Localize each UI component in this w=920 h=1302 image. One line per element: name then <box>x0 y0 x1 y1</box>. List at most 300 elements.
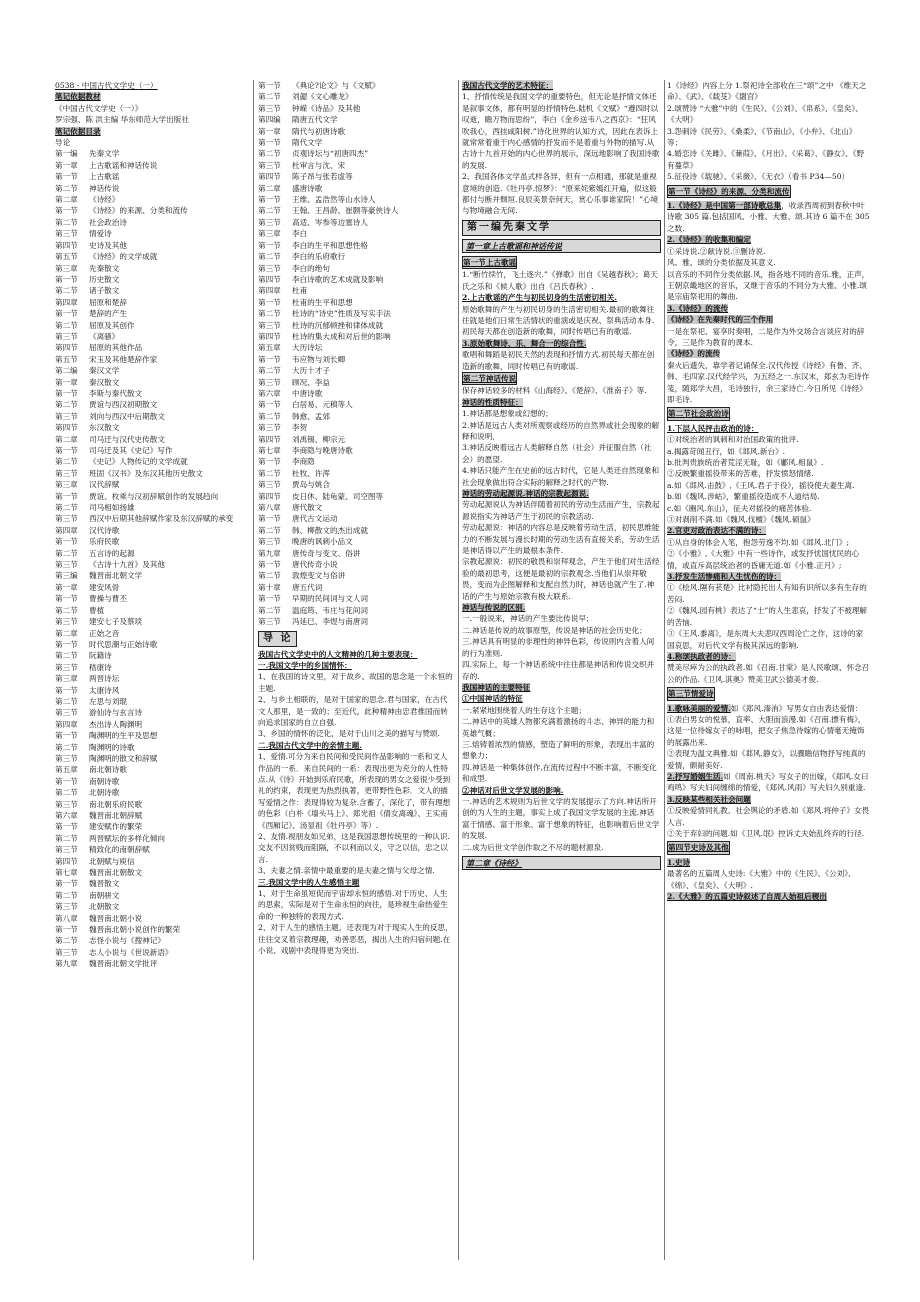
toc-entry-title: 魏晋南北朝文学批评 <box>89 959 158 969</box>
toc-entry-number: 第六章 <box>55 811 78 820</box>
paragraph-heading: 2.《大雅》的五篇史诗叙述了自周人始祖后稷出 <box>667 892 827 902</box>
toc-entry <box>258 148 455 159</box>
toc-entry-title: 乐府民歌 <box>89 537 120 547</box>
paragraph-group <box>667 537 870 571</box>
toc-entry <box>258 160 455 171</box>
toc-entry-number: 第一章 <box>258 126 281 136</box>
toc-entry-title: 魏晋南北朝辞赋 <box>89 811 143 820</box>
toc-entry <box>258 91 455 102</box>
paragraph: ①表白男女的悦慕，直率、大胆而浪漫.如《召南.摽有梅》，这是一位待嫁女子的咏唱，把女子焦急待嫁的心情毫无掩饰的展露出来. <box>667 714 866 747</box>
toc-entry-number: 第二节 <box>55 286 78 296</box>
toc-entry-number: 第二章 <box>55 195 78 205</box>
toc-entry <box>258 525 455 536</box>
toc-entry-title: 大历十才子 <box>292 366 330 376</box>
toc-entry-title: 敦煌变文与俗讲 <box>292 571 346 581</box>
toc-entry-title: 《诗经》的文学成就 <box>89 252 158 262</box>
toc-entry-title: 北朝散文 <box>89 902 120 912</box>
toc-entry-number: 第二节 <box>55 457 78 467</box>
toc-entry-title: 唐代散文 <box>292 503 323 513</box>
paragraph: 四.实际上，每一个神话系统中往往都是神话和传说交织并存的. <box>462 660 655 681</box>
section-title: 第一节《诗经》的来源、分类和流传 <box>667 185 791 198</box>
paragraph: 赞美尽瘁为公的执政者.如《召南.甘棠》是人民歌颂、怀念召公的作品.《卫风.淇奥》赞美卫武公德美才俊. <box>667 663 870 684</box>
paragraph-heading: 1.史诗 <box>667 857 691 867</box>
toc-entry-title: 李白的生平和思想性格 <box>292 240 368 250</box>
toc-entry <box>55 160 247 171</box>
toc-entry-title: 时代思潮与正始诗歌 <box>89 639 158 649</box>
toc-entry <box>258 217 455 228</box>
toc-entry <box>55 821 247 832</box>
toc-entry <box>55 901 247 912</box>
toc-entry <box>55 194 247 205</box>
toc-entry-number: 第七章 <box>258 446 281 455</box>
toc-entry-title: 《古诗十九首》及其他 <box>89 560 165 570</box>
toc-entry-title: 刘向与西汉中后期散文 <box>89 411 165 421</box>
toc-entry-number: 第四章 <box>55 525 78 535</box>
toc-entry <box>258 548 455 559</box>
toc-entry-title: 《离骚》 <box>89 331 120 341</box>
toc-entry-number: 第四节 <box>55 240 78 250</box>
toc-entry-number: 第三节 <box>258 537 281 547</box>
paragraph-heading: 4.称颂执政者的诗： <box>667 651 736 661</box>
toc-entry-title: 上古歌谣和神话传说 <box>89 160 158 170</box>
toc-entry-number: 第一节 <box>258 297 281 307</box>
paragraph: 3、夫妻之情.亲情中最重要的是夫妻之情与父母之情. <box>258 866 435 876</box>
paragraph: 1.“断竹续竹，飞土逐宍.”《弹歌》出自《吴越春秋》；葛天氏之乐和《候人歌》出自《吕氏春秋》. <box>462 270 658 291</box>
toc-entry-title: 建安赋作的繁荣 <box>89 822 143 832</box>
toc-entry-title: 杜甫 <box>292 286 308 296</box>
paragraph: 2.神话是远古人类对所观察或经历的自然界或社会现象的解释和说明． <box>462 420 660 441</box>
toc-entry-title: 贾岛与姚合 <box>292 480 330 490</box>
toc-entry-title: 韦应物与刘长卿 <box>292 354 346 364</box>
toc-entry-number: 第二节 <box>55 605 78 615</box>
toc-entry <box>258 240 455 251</box>
toc-entry <box>258 194 455 205</box>
toc-entry-title: 先秦散文 <box>89 263 120 273</box>
toc-entry-number: 第三节 <box>55 468 78 478</box>
paragraph: 一.一般说来，神话的产生要比传说早； <box>462 614 594 624</box>
toc-entry-title: 太康诗风 <box>89 685 120 695</box>
paragraph-group <box>462 613 661 681</box>
toc-entry-title: 韩愈、孟郊 <box>292 411 330 421</box>
toc-entry-title: 大历诗坛 <box>292 343 323 353</box>
toc-entry-number: 第一节 <box>55 446 78 455</box>
toc-entry-title: 南朝诗歌 <box>89 776 120 786</box>
paragraph: 1、对于生命虽短促而宇宙却永恒的感悟.对于历史、人生的思索，实际是对于生命永恒的向往，是珍视生命热爱生命的一种独特的表现方式. <box>258 889 448 921</box>
toc-entry-number: 第一节 <box>55 594 78 604</box>
toc-entry <box>258 536 455 547</box>
paragraph-heading: 神话的劳动起源说.神话的宗教起源说. <box>462 489 589 498</box>
paragraph-heading: 2.官吏对政治表达不满的诗： <box>667 526 767 536</box>
toc-entry-number: 第三节 <box>55 560 78 570</box>
toc-entry-number: 第二编 <box>55 366 78 376</box>
textbook-line: 《中国古代文学史（一）》 <box>55 103 143 113</box>
toc-entry-number: 第一节 <box>55 639 78 649</box>
toc-entry <box>258 171 455 182</box>
toc-entry-number: 第三节 <box>55 331 78 341</box>
toc-entry <box>55 833 247 844</box>
paragraph-heading: 1.歌咏美丽的爱情. <box>667 703 731 713</box>
toc-entry-title: 高适、岑参等边塞诗人 <box>292 217 368 227</box>
paragraph: 保存神话较多的材料《山海经》、《楚辞》、《淮南子》等. <box>462 386 647 396</box>
toc-entry-number: 第三节 <box>258 480 281 490</box>
toc-entry <box>55 388 247 399</box>
part-heading-box: 第一编先秦文学 <box>462 220 661 236</box>
paragraph: 秦火后遗失，靠学者记诵保全.汉代传授《诗经》有鲁、齐、韩、毛四家.汉代经学兴，为五经之一.东汉末，郑玄为毛诗作笺，随郑学大昌，毛诗独行，余三家诗亡.今日所见《诗经》即毛诗. <box>667 360 870 404</box>
toc-entry <box>55 513 247 524</box>
toc-entry-title: 司马迁与汉代史传散文 <box>89 434 165 444</box>
chapter-heading-box: 第一章上古歌谣和神话传说 <box>462 239 661 253</box>
toc-entry-number: 第六章 <box>258 388 281 398</box>
column-2 <box>258 80 455 1260</box>
toc-entry-title: 建安七子及蔡琰 <box>89 617 143 627</box>
toc-entry <box>55 308 247 319</box>
toc-entry-number: 第一节 <box>55 388 78 398</box>
toc-entry <box>258 285 455 296</box>
toc-entry <box>55 856 247 867</box>
paragraph-heading: 1.下层人民抨击政治的诗： <box>667 423 759 433</box>
paragraph: 1、爱情.可分为来自民间和受民间作品影响的一系和文人作品的一系．来自民间的一系：表现出更为充分的人性特点.从《诗》开始到乐府民歌，所表现的男女之爱很少受到礼的约束，表现更为热烈执著，更带野性色彩．文人的描写爱情之作：表现得较为复杂.含蓄了，深化了，带有理想的色彩（白朴《墙头马上》、郑光祖《倩女离魂》、王实甫《西厢记》、汤显祖《牡丹亭》等）. <box>258 752 451 830</box>
paragraph: ①对统治者的讽刺和对治国政策的批评. <box>667 435 799 445</box>
paragraph: a.如《邶风.击鼓》,《王风.君子于役》，摇役使夫妻生离. <box>667 480 855 490</box>
toc-entry <box>55 787 247 798</box>
toc-entry <box>55 639 247 650</box>
toc-entry <box>258 274 455 285</box>
toc-entry <box>55 685 247 696</box>
toc-entry-title: 《典论?论文》与《文赋》 <box>292 81 380 90</box>
paragraph: ②反映繁重摇役带来的苦难，抒发愤怒情绪. <box>667 469 814 479</box>
paragraph: 一是在祭祀、宴享时奏唱，二是作为外交场合言谈应对的辞令，三是作为教育的课本. <box>667 326 865 347</box>
subsection-title: 一.我国文学中的乡国情怀： <box>258 660 352 670</box>
toc-entry-number: 第四节 <box>258 274 281 284</box>
toc-entry <box>258 205 455 216</box>
toc-entry-number: 第三节 <box>55 514 78 524</box>
toc-entry <box>55 662 247 673</box>
toc-entry-number: 第四章 <box>55 297 78 307</box>
toc-entry-number: 第二节 <box>258 525 281 535</box>
paragraph: 宗教起源说：初民的敬畏和崇拜观念，产生于他们对生活经验的最初思考，这便是最初的宗教观念.当他们从崇拜敬畏，变而为企图解释和支配自然力时，神话也就产生了.神话的产生与原始宗教有极大联系. <box>462 557 660 601</box>
toc-entry <box>55 445 247 456</box>
toc-entry-title: 顾况、李益 <box>292 377 330 387</box>
toc-entry-title: 隋代与初唐诗歌 <box>292 126 346 136</box>
toc-entry <box>258 80 455 91</box>
toc-entry <box>55 217 247 228</box>
toc-entry-number: 第一节 <box>258 400 281 410</box>
paragraph-group <box>462 796 661 853</box>
toc-entry <box>258 468 455 479</box>
toc-entry <box>258 331 455 342</box>
toc-entry-title: 史诗及其他 <box>89 240 127 250</box>
toc-entry-title: 魏晋散文 <box>89 879 120 889</box>
toc-entry-number: 第三章 <box>55 263 78 273</box>
toc-entry <box>55 878 247 889</box>
toc-entry <box>55 890 247 901</box>
toc-entry <box>258 263 455 274</box>
paragraph: 2、我国各体文学虽式样各异，但有一点相通，那就是重视意境的创造.《牡丹亭.惊梦》：“原来姹紫嫣红开遍，似这般都付与断井颓垣.良辰美景奈何天，赏心乐事谁家院！”心境与物境融合无间. <box>462 172 659 216</box>
toc-entry-number: 第三章 <box>55 674 78 684</box>
toc-entry-number: 第三节 <box>55 617 78 627</box>
toc-entry <box>55 491 247 502</box>
toc-entry-number: 第三节 <box>55 662 78 672</box>
toc-entry-title: 屈原及其创作 <box>89 320 135 330</box>
paragraph-heading: 3.原始歌舞诗、乐、舞合一的综合性. <box>462 338 587 348</box>
paragraph: 三.神话具有明显的非理性的神异色彩，传说则内含着人间的行为准则. <box>462 637 655 658</box>
toc-entry-number: 第二节 <box>55 833 78 843</box>
paragraph: 2、对于人生的感悟主题，还表现为对于现实人生的反思，往往交叉着宗教理趣，劝善恶恶，揭出人生的归宿问题.在小说、戏剧中表现得更为突出. <box>258 923 453 956</box>
toc-entry-number: 第三章 <box>55 480 78 490</box>
toc-entry <box>55 947 247 958</box>
toc-entry-title: 班固《汉书》及东汉其他历史散文 <box>89 468 203 478</box>
toc-entry-number: 第三节 <box>55 799 78 809</box>
toc-entry-number: 第一节 <box>55 206 78 216</box>
table-of-contents <box>258 80 455 628</box>
toc-entry-number: 第二节 <box>55 217 78 227</box>
textbook-label: 笔记依据教材 <box>55 92 101 102</box>
toc-entry <box>55 924 247 935</box>
paragraph: 1、抒情传统是我国文学的重要特色，但无论是抒情文体还是叙事文体，都有明显的抒情特色.陆机《文赋》“遵四时以叹逝，瞻万物而思纷”，李白《金乡送韦八之西京》：“狂风吹我心，西挂咸阳树.”诗化世界的认知方式，因此在表诉上就常常着重于内心感情的抒发而不是着重与外物的描写.从古诗十九首开始的内心世界的展示，深远地影响了我国诗歌的发展. <box>462 92 660 170</box>
toc-entry-number: 第三节 <box>55 902 78 912</box>
section-title: 第二节神话传说 <box>462 372 517 385</box>
subsection-title: 三.我国文学中的人生感悟主题 <box>258 877 360 887</box>
paragraph: 歌唱和舞蹈是初民天然的表现和抒情方式.初民每天都在创造新的歌舞，同时传唱已有的歌谣. <box>462 350 655 371</box>
paragraph-heading: 神话与传说的区别. <box>462 603 526 613</box>
toc-entry-title: 唐五代词 <box>292 582 323 592</box>
toc-entry-number: 第二节 <box>55 183 78 193</box>
paragraph: ①从自身的体会入笔，抱怨劳逸不均.如《邶风.北门》; <box>667 537 850 547</box>
paragraph: 四.神话是一种集体创作,在流传过程中不断丰富，不断变化和成型. <box>462 762 657 784</box>
paragraph: 1.神话都是想象或幻想的； <box>462 409 553 419</box>
toc-entry-title <box>89 137 247 148</box>
toc-entry-number: 第三节 <box>258 103 281 113</box>
toc-entry-number: 第九章 <box>258 548 281 558</box>
toc-entry-number: 第一节 <box>258 354 281 364</box>
toc-entry <box>258 422 455 433</box>
toc-entry-title: 杰出诗人陶渊明 <box>89 719 143 729</box>
toc-entry <box>258 377 455 388</box>
paragraph: 原始歌舞的产生与初民切身的生活密切相关.最初的歌舞往往就是他们日常生活情状的重演或是庆祝、祭典活动本身.初民每天都在创造新的歌舞，同时传唱已有的歌谣. <box>462 304 655 337</box>
column-3 <box>462 80 661 1260</box>
toc-entry-title: 屈原的其他作品 <box>89 343 143 353</box>
paragraph: 三.熔铸着浓烈的情感，塑造了鲜明的形象，表现出丰富的想象力； <box>462 739 655 761</box>
toc-entry <box>55 776 247 787</box>
toc-entry-title: 历史散文 <box>89 274 120 284</box>
toc-entry <box>55 799 247 810</box>
toc-entry-title: 游仙诗与玄言诗 <box>89 708 143 718</box>
toc-entry-title: 情爱诗 <box>89 229 112 239</box>
toc-entry-title: 南朝骈文 <box>89 890 120 900</box>
toc-entry-title: 陈子昂与张若虚等 <box>292 172 353 182</box>
document-page <box>55 80 870 1260</box>
toc-entry <box>258 513 455 524</box>
toc-entry-number: 第五节 <box>55 354 78 364</box>
paragraph: ②关于弃妇的问题.如《卫风.氓》控诉丈夫始乱终弃的行径. <box>667 829 865 838</box>
toc-entry <box>258 434 455 445</box>
column-4 <box>667 80 870 1260</box>
paragraph-group <box>667 805 870 839</box>
toc-entry-number: 第三节 <box>55 708 78 718</box>
course-title: 0538 - 中国古代文学史（一） <box>55 81 158 90</box>
toc-entry <box>55 867 247 878</box>
toc-entry-number: 第二节 <box>258 366 281 376</box>
paragraph: 二.神话是传说的故事原型，传说是神话的社会历史化； <box>462 625 647 635</box>
toc-entry <box>258 297 455 308</box>
toc-entry-title: 李白 <box>292 229 308 239</box>
toc-entry <box>258 445 455 456</box>
toc-entry-number: 第一节 <box>55 776 78 786</box>
toc-entry-title: 唐传奇与变文、俗讲 <box>292 548 361 558</box>
toc-entry-title: 隋代文学 <box>292 138 323 148</box>
toc-entry-number: 第二节 <box>258 206 281 216</box>
toc-entry <box>258 342 455 353</box>
toc-entry <box>55 935 247 946</box>
paragraph: ①反映爱情同礼教、社会舆论的矛盾.如《郑风.将仲子》女畏人言. <box>667 806 870 827</box>
toc-entry <box>258 582 455 593</box>
toc-entry-number: 第一节 <box>55 274 78 284</box>
toc-entry <box>55 422 247 433</box>
toc-entry-number: 第二节 <box>55 548 78 558</box>
toc-entry-title: 陶渊明的散文和辞赋 <box>89 753 158 763</box>
paragraph-group <box>258 888 455 956</box>
paragraph-subheading: 《诗经》在先秦时代的三个作用 <box>667 315 774 325</box>
paragraph: 3.神话反映着远古人类解释自然（社会）并征服自然（社会）的愿望. <box>462 443 652 464</box>
paragraph-group <box>462 408 661 488</box>
toc-entry-number: 第三节 <box>55 753 78 763</box>
toc-entry-number: 第三节 <box>258 320 281 330</box>
toc-entry <box>55 399 247 410</box>
toc-entry-number: 第三节 <box>55 845 78 855</box>
toc-entry-title: 隋唐五代文学 <box>292 115 338 125</box>
toc-entry <box>55 365 247 376</box>
column-1 <box>55 80 247 1260</box>
paragraph: c.如《豳风.东山》，征夫对摇役的痛苦体验. <box>667 503 812 513</box>
toc-entry-number: 第二节 <box>258 605 281 615</box>
paragraph-group <box>462 499 661 602</box>
paragraph: 最著名的五篇周人史诗:《大雅》中的《生民》、《公刘》、《绵》、《皇矣》、《大明》. <box>667 869 856 890</box>
toc-entry-number: 第二节 <box>55 651 78 661</box>
toc-entry-number: 第一节 <box>55 731 78 741</box>
toc-entry <box>55 137 247 148</box>
toc-entry <box>55 342 247 353</box>
toc-entry-title: 社会政治诗 <box>89 217 127 227</box>
table-of-contents <box>55 137 247 970</box>
toc-entry-title: 贾谊、枚乘与汉初辞赋创作的发展趋向 <box>89 491 219 501</box>
toc-entry-number: 第一节 <box>258 138 281 148</box>
toc-entry-number: 第九章 <box>55 959 78 969</box>
toc-entry-title: 楚辞的产生 <box>89 309 127 319</box>
paragraph: ①《桧风.隰有苌楚》比衬隐托出人有知有识所以多有生存的苦闷. <box>667 583 867 604</box>
toc-entry <box>258 251 455 262</box>
toc-entry-title: 上古歌谣 <box>89 172 120 182</box>
toc-entry-number: 第四章 <box>258 286 281 296</box>
toc-entry <box>55 297 247 308</box>
paragraph: a.揭露苛闻丑行，如《邶风.新台》. <box>667 446 786 456</box>
toc-entry <box>258 183 455 194</box>
paragraph: 4.婚恋诗《关雎》、《蒹葭》、《月出》、《采葛》、《静女》、《野有蔓草》 <box>667 149 865 170</box>
toc-entry <box>55 240 247 251</box>
toc-entry <box>55 764 247 775</box>
toc-entry <box>55 605 247 616</box>
toc-entry <box>55 205 247 216</box>
toc-entry-number: 第一节 <box>258 457 281 467</box>
toc-entry-number: 第一节 <box>258 514 281 524</box>
toc-entry-number: 第一节 <box>55 879 78 889</box>
toc-entry <box>55 285 247 296</box>
toc-entry-number: 第三节 <box>258 423 281 433</box>
toc-entry-title: 东汉散文 <box>89 423 120 433</box>
toc-entry <box>55 331 247 342</box>
paragraph-group <box>667 582 870 650</box>
column-divider <box>458 80 459 1260</box>
section-heading: 我国古代文学史中的人文精神的几种主要表现： <box>258 649 418 659</box>
paragraph: 3.怨刺诗《民劳》、《桑柔》、《节南山》、《小弁》、《北山》等； <box>667 126 857 148</box>
toc-entry-number: 第三节 <box>258 377 281 387</box>
toc-entry-title: 李斯与秦代散文 <box>89 388 143 398</box>
toc-entry-title: 李贺 <box>292 423 308 433</box>
toc-entry <box>258 502 455 513</box>
toc-entry-number: 第一节 <box>258 560 281 570</box>
toc-entry-title: 杜牧、许浑 <box>292 468 330 478</box>
toc-entry <box>55 228 247 239</box>
toc-entry-title: 志怪小说与《搜神记》 <box>89 936 165 946</box>
toc-entry-title: 李白诗歌的艺术成就及影响 <box>292 274 384 284</box>
paragraph: 如《郑风.溱洧》写男女自由表达爱情： <box>730 703 863 713</box>
toc-entry-title: 嵇康诗 <box>89 662 112 672</box>
textbook-line: 罗宗强、陈 洪主编 华东师范大学出版社 <box>55 115 189 125</box>
toc-entry <box>55 251 247 262</box>
paragraph-subheading: ②神话对后世文学发展的影响. <box>462 785 564 795</box>
toc-entry <box>55 810 247 821</box>
toc-entry-title: 白居易、元稹等人 <box>292 400 353 410</box>
toc-entry-title: 李白的乐府歌行 <box>292 252 346 262</box>
toc-entry <box>55 354 247 365</box>
paragraph: ③对剥削不满.如《魏风.伐檀》《魏风.硕鼠》 <box>667 515 815 525</box>
section-title: 第一节上古歌谣 <box>462 256 517 269</box>
toc-entry <box>258 593 455 604</box>
section-title: 第二节社会政治诗 <box>667 407 730 420</box>
toc-entry-title: 韩、柳散文的杰出成就 <box>292 525 368 535</box>
paragraph: 2、友情.视朋友如兄弟，这是我国思想传统里的一种认识.交友不因贫贱而阻隔，不以利而以义，守之以信，忠之以言. <box>258 832 450 864</box>
toc-entry-title: 陶渊明的诗歌 <box>89 742 135 752</box>
toc-entry-number: 第七章 <box>55 868 78 878</box>
toc-entry-number: 第三节 <box>258 217 281 227</box>
toc-entry-title: 西汉中后期其他辞赋作家及东汉辞赋的承变 <box>89 514 234 524</box>
subsection-title: 二.我国古代文学中的亲情主题. <box>258 740 363 750</box>
toc-entry-number: 第四编 <box>258 115 281 125</box>
toc-entry-title: 刘勰《文心雕龙》 <box>292 92 353 102</box>
toc-entry-title: 冯延巳、李煜与南唐词 <box>292 617 368 627</box>
toc-entry-title: 汉代辞赋 <box>89 480 120 490</box>
toc-entry <box>258 308 455 319</box>
paragraph-group <box>462 91 661 216</box>
toc-entry <box>55 456 247 467</box>
toc-entry-title: 唐代传奇小说 <box>292 560 338 570</box>
paragraph: ①采诗说.②献诗说.③删诗说. <box>667 246 766 256</box>
paragraph-group <box>667 434 870 525</box>
toc-entry-number: 第一章 <box>55 160 78 170</box>
toc-entry-number: 第五节 <box>55 252 78 262</box>
paragraph-group <box>667 714 870 771</box>
toc-entry <box>258 137 455 148</box>
toc-entry <box>55 559 247 570</box>
toc-entry-title: 杜甫的生平和思想 <box>292 297 353 307</box>
toc-entry <box>55 274 247 285</box>
toc-entry-title: 杜诗的“诗史”性质及写实手法 <box>292 309 391 319</box>
toc-entry <box>55 742 247 753</box>
toc-entry-number: 第二节 <box>258 309 281 319</box>
toc-entry <box>55 377 247 388</box>
toc-entry <box>55 148 247 159</box>
toc-entry-title: 晚唐的讽刺小品文 <box>292 537 353 547</box>
toc-entry-title: 北朝赋与庾信 <box>89 856 135 866</box>
